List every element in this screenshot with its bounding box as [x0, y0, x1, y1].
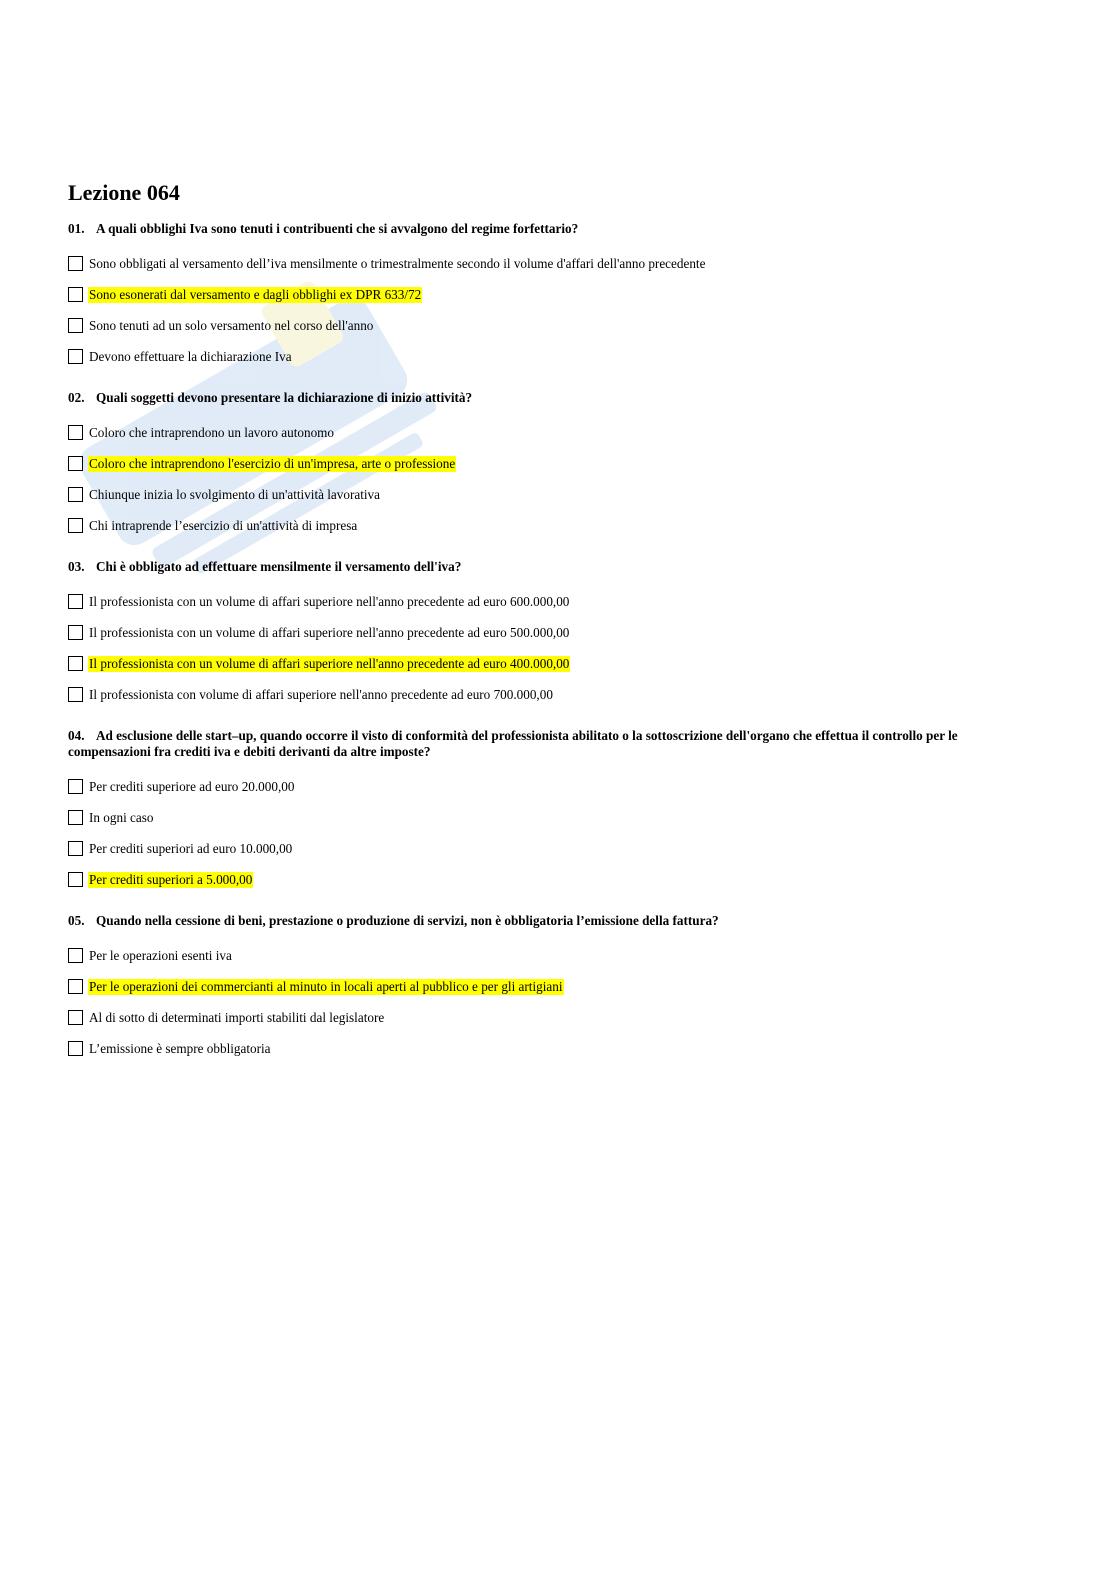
answer-text-highlighted: Per le operazioni dei commercianti al minuto in locali aperti al pubblico e per gli artigiani [89, 978, 563, 994]
answer-option[interactable] [68, 940, 1028, 971]
question-list [68, 221, 1028, 1064]
answer-text: Il professionista con volume di affari superiore nell'anno precedente ad euro 700.000,00 [89, 686, 553, 702]
question-label: Quando nella cessione di beni, prestazione o produzione di servizi, non è obbligatoria l’emissione della fattura? [96, 913, 719, 928]
answer-checkbox[interactable] [68, 625, 83, 640]
question-label: Ad esclusione delle start–up, quando occorre il visto di conformità del professionista abilitato o la sottoscrizione dell'organo che effettua il controllo per le compensazioni fra crediti iva e debiti derivanti da altre imposte? [68, 728, 958, 759]
answer-checkbox[interactable] [68, 518, 83, 533]
question-text [68, 559, 1028, 575]
answer-checkbox[interactable] [68, 487, 83, 502]
answer-text: Chi intraprende l’esercizio di un'attività di impresa [89, 517, 358, 533]
answer-option[interactable] [68, 617, 1028, 648]
quiz-page [68, 178, 1028, 1082]
question-number: 01. [68, 221, 85, 236]
answer-text: Per crediti superiori ad euro 10.000,00 [89, 840, 293, 856]
answer-checkbox[interactable] [68, 872, 83, 887]
answer-checkbox[interactable] [68, 349, 83, 364]
answer-checkbox[interactable] [68, 256, 83, 271]
answer-checkbox[interactable] [68, 425, 83, 440]
answer-checkbox[interactable] [68, 810, 83, 825]
answer-option[interactable] [68, 648, 1028, 679]
question-number: 04. [68, 728, 85, 743]
question-block [68, 559, 1028, 710]
answer-checkbox[interactable] [68, 594, 83, 609]
answer-checkbox[interactable] [68, 1041, 83, 1056]
answer-text: Sono obbligati al versamento dell’iva mensilmente o trimestralmente secondo il volume d'affari dell'anno precedente [89, 255, 706, 271]
answer-option[interactable] [68, 341, 1028, 372]
answer-option[interactable] [68, 248, 1028, 279]
answer-option[interactable] [68, 510, 1028, 541]
answer-text: L’emissione è sempre obbligatoria [89, 1040, 271, 1056]
answer-text-highlighted: Coloro che intraprendono l'esercizio di un'impresa, arte o professione [89, 455, 456, 471]
answer-option[interactable] [68, 417, 1028, 448]
answer-text: In ogni caso [89, 809, 154, 825]
answer-checkbox[interactable] [68, 687, 83, 702]
question-block [68, 913, 1028, 1064]
answer-checkbox[interactable] [68, 979, 83, 994]
answer-text-highlighted: Per crediti superiori a 5.000,00 [89, 871, 253, 887]
answer-checkbox[interactable] [68, 656, 83, 671]
question-block [68, 728, 1028, 895]
lesson-title: Lezione 064 [68, 180, 180, 205]
answer-option[interactable] [68, 864, 1028, 895]
answer-option[interactable] [68, 971, 1028, 1002]
answer-text: Chiunque inizia lo svolgimento di un'attività lavorativa [89, 486, 380, 502]
answer-option[interactable] [68, 479, 1028, 510]
answer-option[interactable] [68, 679, 1028, 710]
question-text [68, 221, 1028, 237]
answer-checkbox[interactable] [68, 287, 83, 302]
answer-checkbox[interactable] [68, 948, 83, 963]
answer-checkbox[interactable] [68, 779, 83, 794]
answer-option[interactable] [68, 802, 1028, 833]
question-text [68, 390, 1028, 406]
question-number: 05. [68, 913, 85, 928]
answer-option[interactable] [68, 1002, 1028, 1033]
question-label: Chi è obbligato ad effettuare mensilmente il versamento dell'iva? [96, 559, 462, 574]
answer-checkbox[interactable] [68, 456, 83, 471]
answer-text-highlighted: Il professionista con un volume di affari superiore nell'anno precedente ad euro 400.000,00 [89, 655, 570, 671]
answer-checkbox[interactable] [68, 318, 83, 333]
question-block [68, 390, 1028, 541]
answer-text: Il professionista con un volume di affari superiore nell'anno precedente ad euro 500.000,00 [89, 624, 570, 640]
answer-checkbox[interactable] [68, 841, 83, 856]
answer-text: Al di sotto di determinati importi stabiliti dal legislatore [89, 1009, 385, 1025]
answer-option[interactable] [68, 833, 1028, 864]
answer-option[interactable] [68, 310, 1028, 341]
question-text [68, 913, 1028, 929]
answer-option[interactable] [68, 771, 1028, 802]
question-label: A quali obblighi Iva sono tenuti i contribuenti che si avvalgono del regime forfettario? [96, 221, 579, 236]
question-number: 03. [68, 559, 85, 574]
answer-option[interactable] [68, 586, 1028, 617]
answer-option[interactable] [68, 448, 1028, 479]
answer-option[interactable] [68, 279, 1028, 310]
answer-text: Coloro che intraprendono un lavoro autonomo [89, 424, 335, 440]
answer-text: Per crediti superiore ad euro 20.000,00 [89, 778, 295, 794]
answer-text: Sono tenuti ad un solo versamento nel corso dell'anno [89, 317, 374, 333]
answer-text: Devono effettuare la dichiarazione Iva [89, 348, 292, 364]
question-number: 02. [68, 390, 85, 405]
answer-text: Per le operazioni esenti iva [89, 947, 232, 963]
question-block [68, 221, 1028, 372]
answer-text: Il professionista con un volume di affari superiore nell'anno precedente ad euro 600.000,00 [89, 593, 570, 609]
question-label: Quali soggetti devono presentare la dichiarazione di inizio attività? [96, 390, 473, 405]
answer-option[interactable] [68, 1033, 1028, 1064]
answer-checkbox[interactable] [68, 1010, 83, 1025]
answer-text-highlighted: Sono esonerati dal versamento e dagli obblighi ex DPR 633/72 [89, 286, 422, 302]
question-text [68, 728, 1028, 760]
